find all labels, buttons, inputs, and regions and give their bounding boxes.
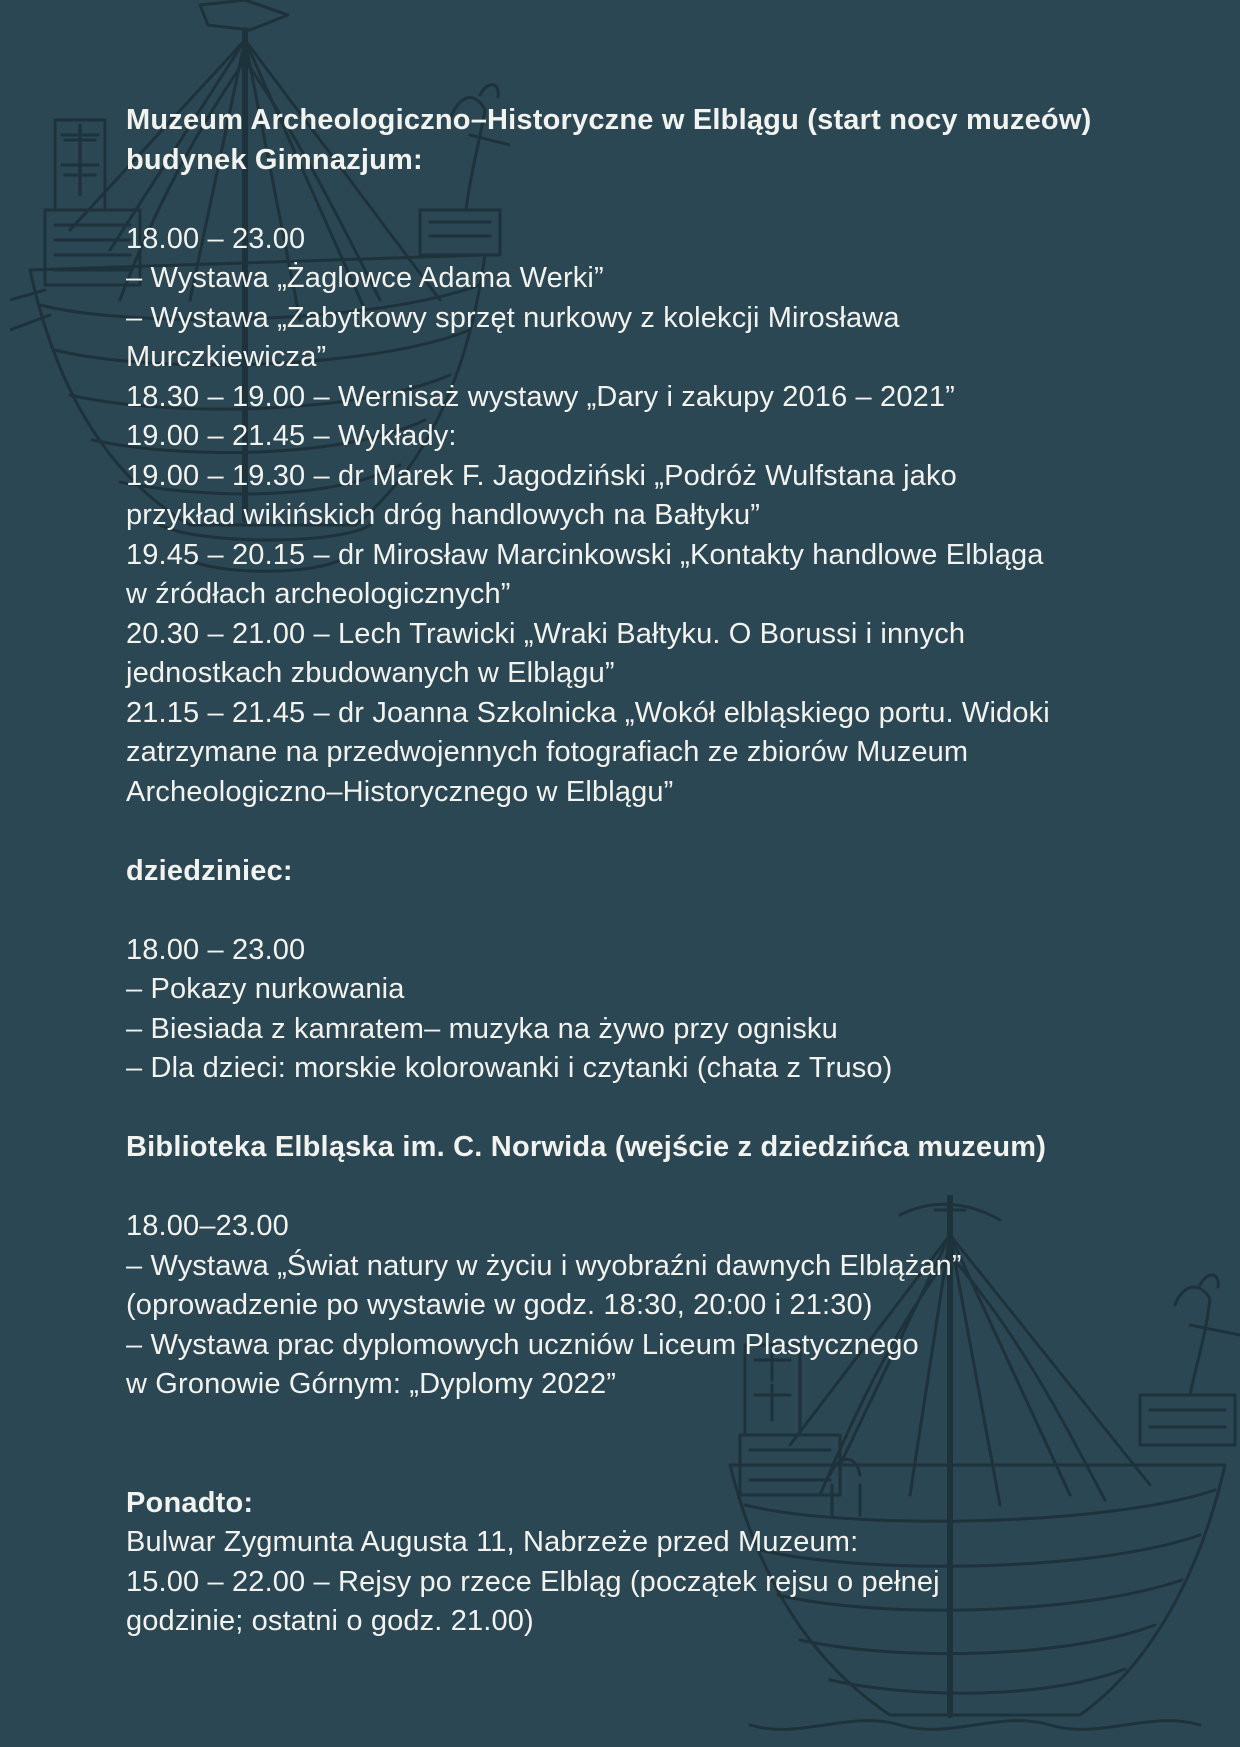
- schedule-line: Murczkiewicza”: [126, 341, 327, 373]
- museum-heading-line: budynek Gimnazjum:: [126, 143, 423, 176]
- library-section: [126, 1128, 1136, 1405]
- schedule-line: – Wystawa prac dyplomowych uczniów Liceum Plastycznego: [126, 1328, 919, 1361]
- schedule-line: 18.00 – 23.00: [126, 933, 306, 966]
- schedule-line: godzinie; ostatni o godz. 21.00): [126, 1605, 534, 1637]
- schedule-line: 19.45 – 20.15 – dr Mirosław Marcinkowski „Kontakty handlowe Elbląga: [126, 538, 1044, 571]
- courtyard-section: [126, 852, 1136, 1089]
- schedule-line: – Wystawa „Świat natury w życiu i wyobraźni dawnych Elblążan”: [126, 1249, 962, 1282]
- event-schedule: [126, 101, 1136, 1642]
- schedule-line: 19.00 – 21.45 – Wykłady:: [126, 420, 457, 452]
- additional-section: [126, 1484, 1136, 1642]
- schedule-line: 21.15 – 21.45 – dr Joanna Szkolnicka „Wokół elbląskiego portu. Widoki: [126, 696, 1050, 729]
- schedule-line: 18.30 – 19.00 – Wernisaż wystawy „Dary i zakupy 2016 – 2021”: [126, 380, 955, 413]
- schedule-line: 18.00–23.00: [126, 1210, 289, 1242]
- schedule-line: 20.30 – 21.00 – Lech Trawicki „Wraki Bałtyku. O Borussi i innych: [126, 617, 966, 650]
- schedule-line: 19.00 – 19.30 – dr Marek F. Jagodziński „Podróż Wulfstana jako: [126, 459, 957, 492]
- schedule-line: Archeologiczno–Historycznego w Elblągu”: [126, 775, 674, 808]
- courtyard-heading: dziedziniec:: [126, 854, 293, 887]
- schedule-line: – Pokazy nurkowania: [126, 973, 405, 1005]
- schedule-line: zatrzymane na przedwojennych fotografiach ze zbiorów Muzeum: [126, 736, 969, 768]
- schedule-line: 15.00 – 22.00 – Rejsy po rzece Elbląg (początek rejsu o pełnej: [126, 1565, 940, 1598]
- museum-section: [126, 101, 1136, 812]
- schedule-line: – Biesiada z kamratem– muzyka na żywo przy ognisku: [126, 1012, 838, 1045]
- schedule-line: Bulwar Zygmunta Augusta 11, Nabrzeże przed Muzeum:: [126, 1526, 859, 1558]
- schedule-line: w Gronowie Górnym: „Dyplomy 2022”: [126, 1368, 617, 1400]
- schedule-line: – Wystawa „Żaglowce Adama Werki”: [126, 262, 604, 294]
- schedule-line: – Wystawa „Zabytkowy sprzęt nurkowy z kolekcji Mirosława: [126, 301, 900, 334]
- schedule-line: jednostkach zbudowanych w Elblągu”: [126, 657, 615, 689]
- library-heading: Biblioteka Elbląska im. C. Norwida (wejście z dziedzińca muzeum): [126, 1131, 1047, 1163]
- additional-heading: Ponadto:: [126, 1486, 254, 1519]
- schedule-line: 18.00 – 23.00: [126, 222, 306, 255]
- schedule-line: w źródłach archeologicznych”: [126, 578, 511, 610]
- museum-heading-line: Muzeum Archeologiczno–Historyczne w Elblągu (start nocy muzeów): [126, 104, 1092, 136]
- schedule-line: – Dla dzieci: morskie kolorowanki i czytanki (chata z Truso): [126, 1052, 893, 1084]
- schedule-line: (oprowadzenie po wystawie w godz. 18:30, 20:00 i 21:30): [126, 1289, 873, 1321]
- schedule-line: przykład wikińskich dróg handlowych na Bałtyku”: [126, 499, 761, 531]
